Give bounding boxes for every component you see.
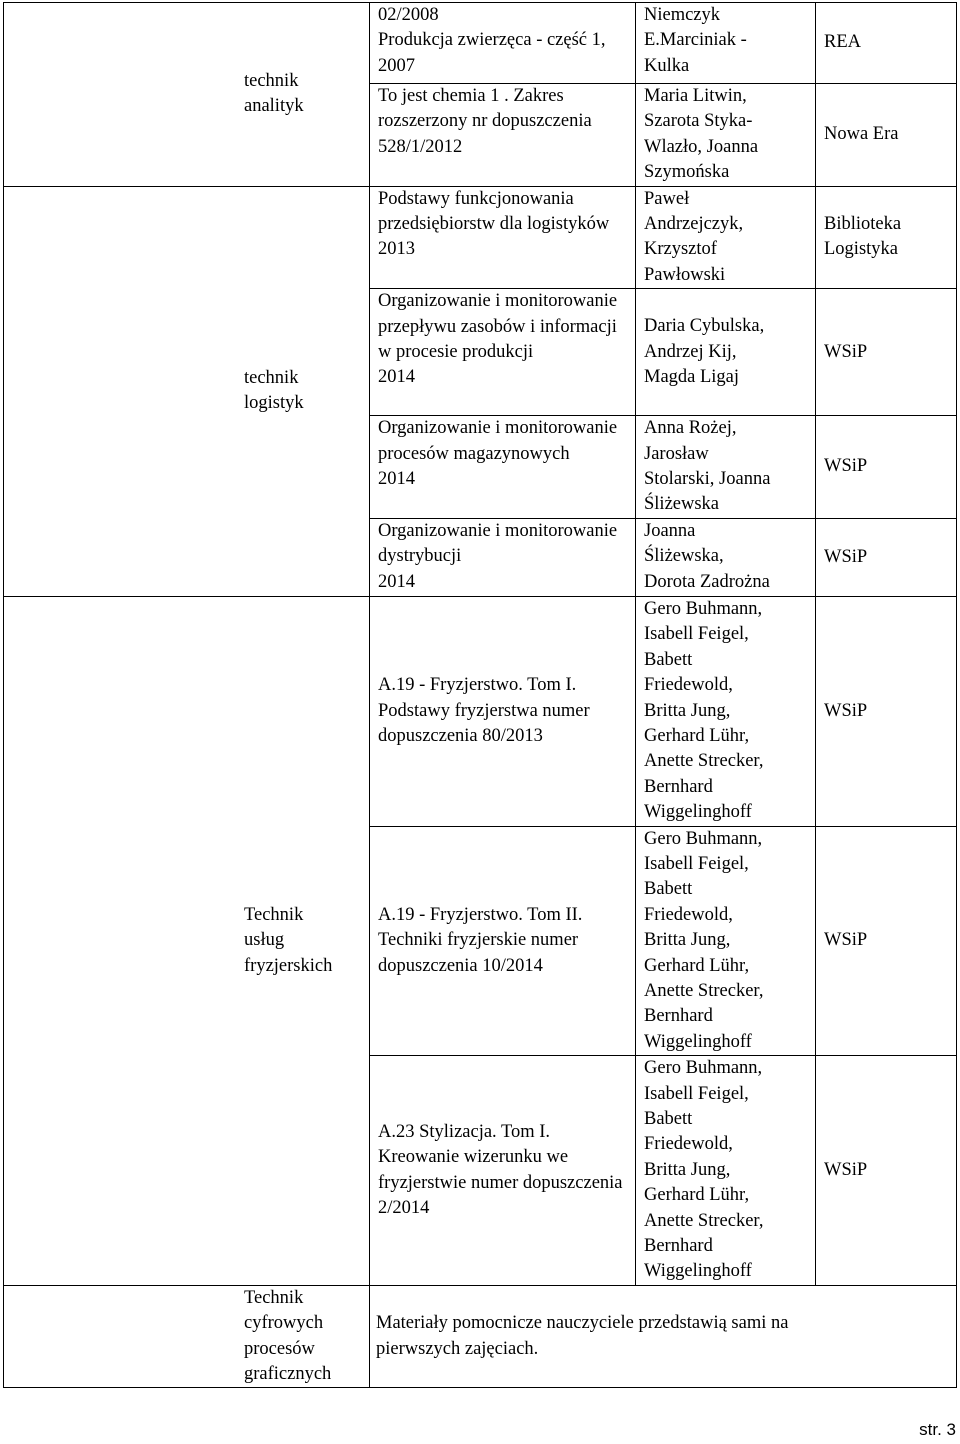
book-authors: Niemczyk E.Marciniak - Kulka bbox=[644, 5, 747, 76]
book-title: A.19 - Fryzjerstwo. Tom II. Techniki fryzjerskie numer dopuszczenia 10/2014 bbox=[378, 904, 583, 976]
book-publisher: WSiP bbox=[824, 546, 868, 567]
authors-cell bbox=[636, 84, 816, 187]
book-authors: Joanna Śliżewska, Dorota Zadrożna bbox=[644, 520, 770, 592]
publisher-cell bbox=[816, 826, 957, 1056]
book-authors: Anna Rożej, Jarosław Stolarski, Joanna Śliżewska bbox=[644, 418, 771, 515]
authors-cell bbox=[636, 416, 816, 519]
publisher-cell bbox=[816, 1056, 957, 1286]
authors-cell bbox=[636, 186, 816, 289]
publisher-cell bbox=[816, 186, 957, 289]
book-publisher: WSiP bbox=[824, 341, 868, 362]
title-cell bbox=[370, 84, 636, 187]
book-title: Organizowanie i monitorowanie przepływu zasobów i informacji w procesie produkcji 2014 bbox=[378, 291, 618, 388]
book-authors: Gero Buhmann, Isabell Feigel, Babett Friedewold, Britta Jung, Gerhard Lühr, Anette Strecker, Bernhard Wiggelinghoff bbox=[644, 828, 764, 1052]
title-cell bbox=[370, 1056, 636, 1286]
book-publisher: Biblioteka Logistyka bbox=[824, 214, 902, 260]
page-number: str. 3 bbox=[919, 1420, 956, 1439]
profession-label: Technik usług fryzjerskich bbox=[244, 904, 333, 976]
profession-label: technik logistyk bbox=[244, 367, 304, 414]
book-publisher: Nowa Era bbox=[824, 124, 899, 145]
table-row bbox=[4, 1285, 957, 1388]
book-authors: Daria Cybulska, Andrzej Kij, Magda Ligaj bbox=[644, 316, 765, 387]
table-row bbox=[4, 596, 957, 826]
authors-cell bbox=[636, 1056, 816, 1286]
book-title: To jest chemia 1 . Zakres rozszerzony nr dopuszczenia 528/1/2012 bbox=[378, 86, 592, 157]
table-row bbox=[4, 3, 957, 84]
book-publisher: WSiP bbox=[824, 930, 868, 951]
book-title: Podstawy funkcjonowania przedsiębiorstw dla logistyków 2013 bbox=[378, 188, 610, 260]
materials-note: Materiały pomocnicze nauczyciele przedstawią sami na pierwszych zajęciach. bbox=[376, 1313, 789, 1359]
publisher-cell bbox=[816, 84, 957, 187]
textbook-table-main bbox=[3, 2, 957, 1388]
book-authors: Gero Buhmann, Isabell Feigel, Babett Friedewold, Britta Jung, Gerhard Lühr, Anette Strecker, Bernhard Wiggelinghoff bbox=[644, 598, 764, 823]
profession-cell bbox=[4, 1285, 370, 1388]
title-cell bbox=[370, 596, 636, 826]
title-cell bbox=[370, 3, 636, 84]
title-cell bbox=[370, 416, 636, 519]
book-title: Organizowanie i monitorowanie procesów magazynowych 2014 bbox=[378, 418, 618, 490]
book-publisher: WSiP bbox=[824, 700, 868, 721]
authors-cell bbox=[636, 3, 816, 84]
title-cell bbox=[370, 289, 636, 416]
book-publisher: WSiP bbox=[824, 456, 868, 477]
book-authors: Paweł Andrzejczyk, Krzysztof Pawłowski bbox=[644, 188, 744, 285]
publisher-cell bbox=[816, 596, 957, 826]
profession-label: Technik cyfrowych procesów graficznych bbox=[244, 1287, 332, 1385]
profession-cell bbox=[4, 3, 370, 187]
authors-cell bbox=[636, 518, 816, 596]
title-cell bbox=[370, 826, 636, 1056]
note-cell bbox=[370, 1285, 957, 1388]
book-title: A.23 Stylizacja. Tom I. Kreowanie wizerunku we fryzjerstwie numer dopuszczenia 2/2014 bbox=[378, 1121, 623, 1218]
book-publisher: WSiP bbox=[824, 1159, 868, 1180]
profession-label: technik analityk bbox=[244, 70, 304, 117]
title-cell bbox=[370, 518, 636, 596]
book-authors: Maria Litwin, Szarota Styka- Wlazło, Joanna Szymońska bbox=[644, 86, 759, 183]
publisher-cell bbox=[816, 289, 957, 416]
book-title: A.19 - Fryzjerstwo. Tom I. Podstawy fryzjerstwa numer dopuszczenia 80/2013 bbox=[378, 675, 590, 746]
profession-cell bbox=[4, 596, 370, 1285]
publisher-cell bbox=[816, 518, 957, 596]
authors-cell bbox=[636, 826, 816, 1056]
publisher-cell bbox=[816, 3, 957, 84]
profession-cell bbox=[4, 186, 370, 596]
table-row bbox=[4, 186, 957, 289]
authors-cell bbox=[636, 289, 816, 416]
authors-cell bbox=[636, 596, 816, 826]
title-cell bbox=[370, 186, 636, 289]
book-title: 02/2008 Produkcja zwierzęca - część 1, 2007 bbox=[378, 5, 606, 76]
book-publisher: REA bbox=[824, 32, 861, 53]
book-title: Organizowanie i monitorowanie dystrybucji 2014 bbox=[378, 520, 618, 592]
publisher-cell bbox=[816, 416, 957, 519]
book-authors: Gero Buhmann, Isabell Feigel, Babett Friedewold, Britta Jung, Gerhard Lühr, Anette Strecker, Bernhard Wiggelinghoff bbox=[644, 1058, 764, 1282]
